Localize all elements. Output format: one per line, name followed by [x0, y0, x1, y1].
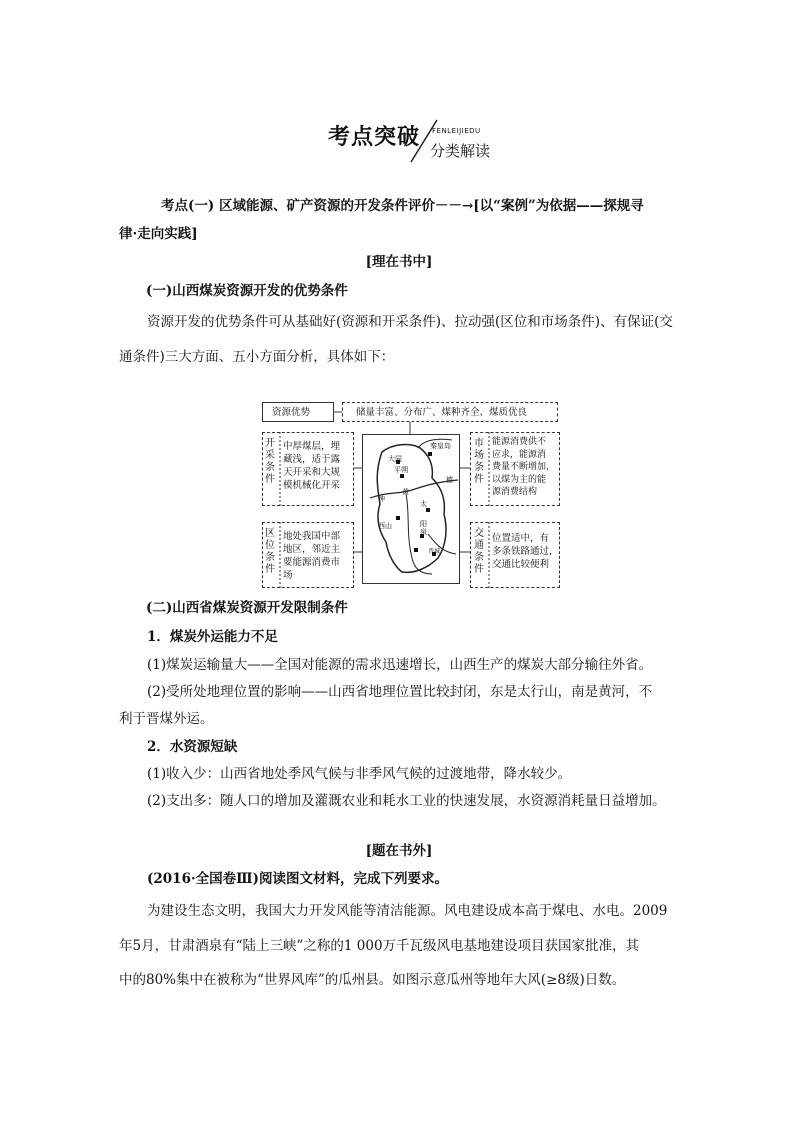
point1-a: (1)煤炭运输量大——全国对能源的需求迅速增长，山西生产的煤炭大部分输往外省。 [147, 657, 653, 673]
kaodian-line2: 律·走向实践] [119, 226, 198, 242]
section-title: 考点突破 [328, 125, 421, 150]
sub1-heading: (一)山西煤炭资源开发的优势条件 [146, 283, 348, 299]
point1-b-line1: (2)受所处地理位置的影响——山西省地理位置比较封闭，东是太行山，南是黄河，不 [147, 684, 653, 700]
inbook-heading: [理在书中] [365, 254, 433, 270]
right2-text: 位置适中，有 多条铁路通过， 交通比较便利 [492, 533, 559, 570]
right1-label: 市场条件 [474, 438, 484, 485]
material-line3: 中的80%集中在被称为“世界风库”的瓜州县。如图示意瓜州等地年大风(≥8级)日数。 [119, 972, 626, 988]
point1-b-line2: 利于晋煤外运。 [119, 711, 214, 727]
point2-heading: 2．水资源短缺 [147, 739, 238, 755]
right1-text: 能源消费供不 应求，能源消 费量不断增加， 以煤为主的能 源消费结构 [492, 437, 556, 497]
material-line2: 年5月，甘肃酒泉有“陆上三峡”之称的1 000万千瓦级风电基地建设项目获国家批准，其 [119, 938, 640, 954]
left2-text: 地处我国中部 地区，邻近主 要能源消费市 场 [283, 531, 341, 581]
outbook-heading: [题在书外] [365, 843, 433, 859]
left1-label: 开采条件 [265, 438, 275, 485]
map-label-huang: 黄 [402, 488, 409, 496]
top-label: 资源优势 [272, 407, 311, 418]
map-label-yangquan: 阳泉 [420, 520, 427, 536]
material-line1: 为建设生态文明，我国大力开发风能等清洁能源。风电建设成本高于煤电、水电。2009 [147, 903, 668, 919]
kaodian-line1: 考点(一) 区域能源、矿产资源的开发条件评价－－→[以“案例”为依据——探规寻 [161, 198, 644, 214]
map-label-de: 德 [446, 476, 453, 484]
source-line: (2016·全国卷Ⅲ)阅读图文材料，完成下列要求。 [147, 871, 448, 887]
left2-label: 区位条件 [265, 528, 275, 575]
point1-heading: 1．煤炭外运能力不足 [147, 629, 278, 645]
para1-line2: 通条件)三大方面、五小方面分析，具体如下： [119, 349, 395, 365]
map-label-tai: 太 [420, 500, 427, 508]
map-label-pingshuo: 平朔 [394, 466, 408, 474]
left1-text: 中厚煤层，埋 藏浅，适于露 天开采和大规 模机械化开采 [283, 441, 341, 491]
map-label-datong: 大同 [388, 455, 402, 463]
shanxi-coal-diagram [260, 402, 560, 588]
sub2-heading: (二)山西省煤炭资源开发限制条件 [146, 600, 348, 616]
point2-a: (1)收入少：山西省地处季风气候与非季风气候的过渡地带，降水较少。 [147, 766, 572, 782]
map-label-jincheng: 晋城 [428, 548, 441, 555]
map-label-shen: 神 [378, 495, 385, 503]
map-label-xishan: 西山 [378, 522, 392, 530]
right2-label: 交通条件 [474, 528, 484, 575]
map-label-qinhuangdao: 秦皇岛 [430, 442, 451, 450]
point2-b: (2)支出多：随人口的增加及灌溉农业和耗水工业的快速发展，水资源消耗量日益增加。 [147, 793, 666, 809]
top-text: 储量丰富、分布广、煤种齐全、煤质优良 [356, 407, 528, 418]
shanxi-map [362, 434, 460, 584]
section-pinyin: FENLEIJIEDU [432, 127, 481, 135]
section-subtitle: 分类解读 [430, 142, 491, 160]
para1-line1: 资源开发的优势条件可从基础好(资源和开采条件)、拉动强(区位和市场条件)、有保证(交 [147, 314, 673, 330]
